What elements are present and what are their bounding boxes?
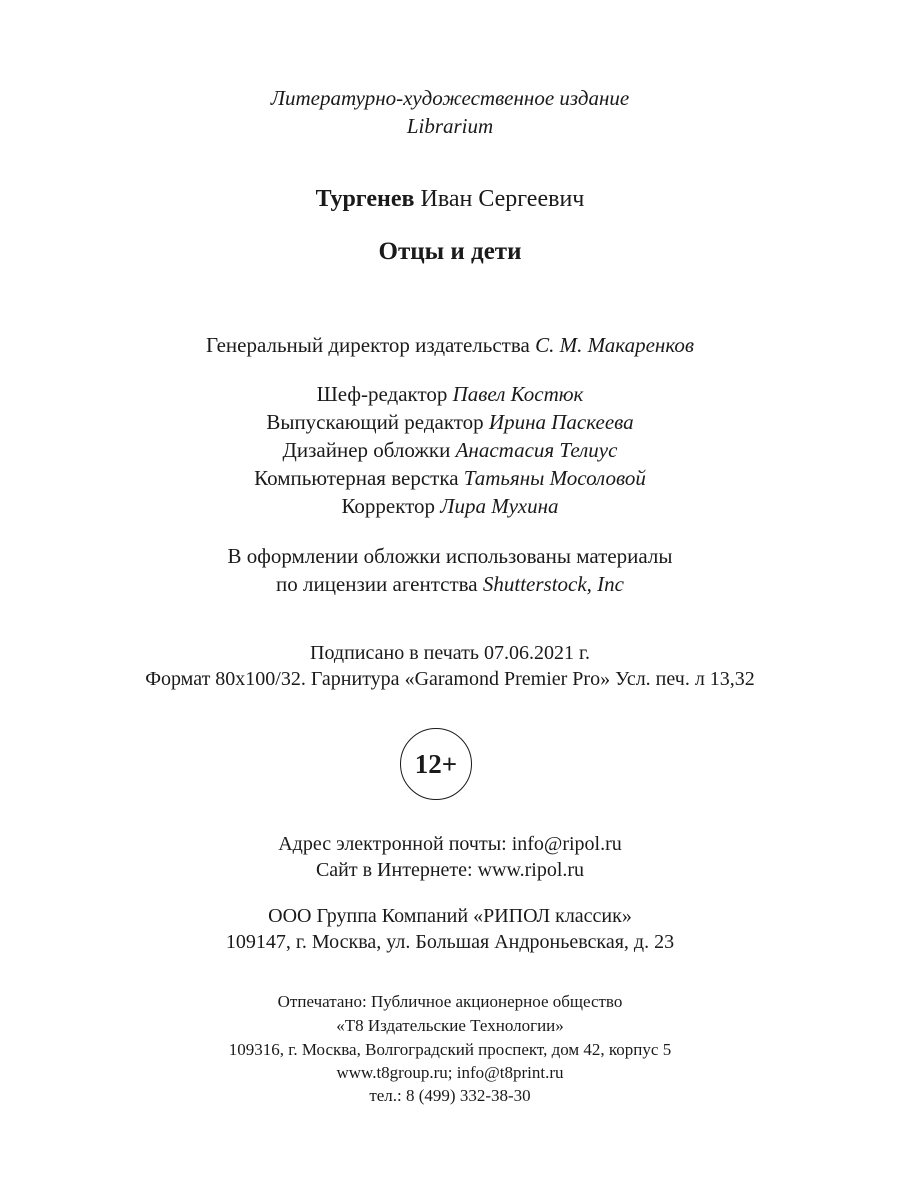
cover-credits-line2 [0,572,900,597]
staff-name: Татьяны Мосоловой [463,466,646,490]
director-role: Генеральный директор издательства [206,333,530,357]
contact-email: Адрес электронной почты: info@ripol.ru [278,833,622,855]
print-format: Формат 80х100/32. Гарнитура «Garamond Premier Pro» Усл. печ. л 13,32 [145,668,755,690]
series-type: Литературно-художественное издание [270,86,630,110]
printer-line5: тел.: 8 (499) 332-38-30 [369,1086,531,1105]
contact-website: Сайт в Интернете: www.ripol.ru [315,859,585,881]
staff-role: Компьютерная верстка [254,466,459,490]
author-line [0,186,900,213]
staff-role: Шеф-редактор [316,382,448,406]
staff-role: Выпускающий редактор [266,410,484,434]
printer-line1: Отпечатано: Публичное акционерное общество [277,992,623,1011]
author-given-names: Иван Сергеевич [420,186,585,212]
printer-line2: «Т8 Издательские Технологии» [336,1016,564,1035]
staff-line [0,410,900,435]
staff-role: Корректор [341,494,436,518]
staff-name: Ирина Паскеева [488,410,634,434]
director-name: С. М. Макаренков [535,333,694,357]
printer-line3: 109316, г. Москва, Волгоградский проспект, дом 42, корпус 5 [228,1040,672,1059]
series-name: Librarium [406,114,494,138]
staff-role: Дизайнер обложки [282,438,451,462]
staff-name: Лира Мухина [440,494,559,518]
publisher-name: ООО Группа Компаний «РИПОЛ классик» [268,905,632,927]
printer-line4: www.t8group.ru; info@t8print.ru [336,1063,564,1082]
age-rating-badge: 12+ [400,728,472,800]
staff-line [0,382,900,407]
staff-name: Павел Костюк [452,382,584,406]
director-line [0,333,900,358]
book-title: Отцы и дети [378,238,522,265]
staff-name: Анастасия Телиус [455,438,618,462]
author-surname: Тургенев [315,186,415,212]
cover-credits-line1: В оформлении обложки использованы материалы [227,544,673,568]
cover-credits-prefix: по лицензии агентства [275,572,478,596]
staff-line [0,466,900,491]
staff-line [0,494,900,519]
cover-credits-agency: Shutterstock, Inc [482,572,624,596]
publisher-address: 109147, г. Москва, ул. Большая Андроньевская, д. 23 [225,931,675,953]
print-signed: Подписано в печать 07.06.2021 г. [310,642,590,664]
staff-line [0,438,900,463]
